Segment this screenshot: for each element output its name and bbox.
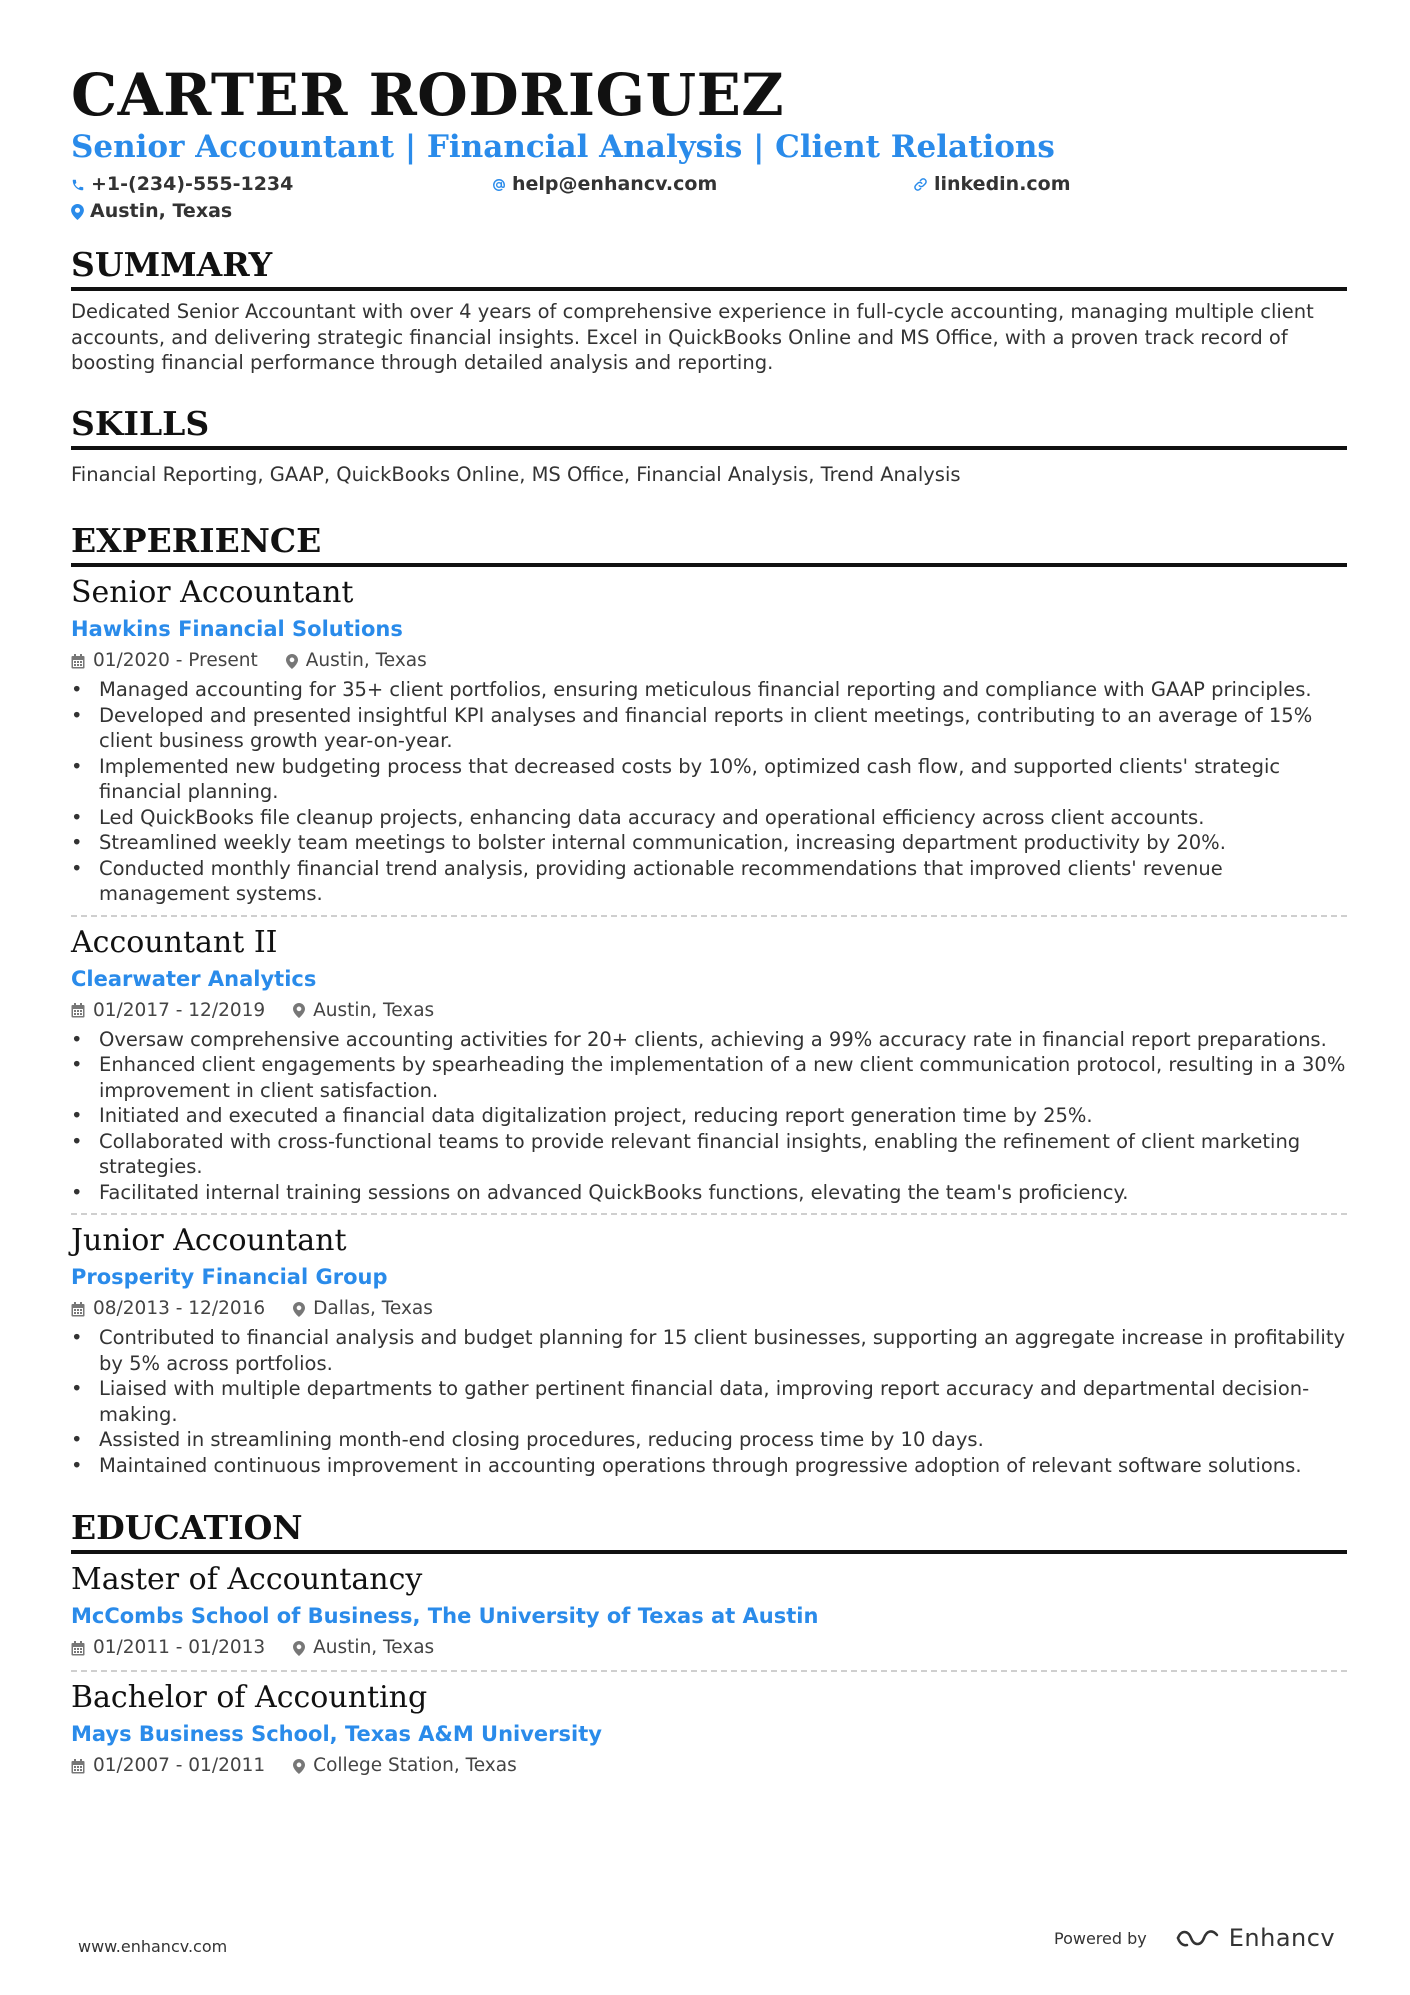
education-dates: 01/2007 - 01/2011 — [93, 1755, 266, 1776]
school: Mays Business School, Texas A&M University — [71, 1722, 602, 1746]
education-title: EDUCATION — [71, 1508, 1347, 1554]
job-location — [286, 647, 427, 675]
job-company: Clearwater Analytics — [71, 966, 317, 991]
candidate-name: CARTER RODRIGUEZ — [71, 61, 785, 129]
job-meta — [71, 647, 1347, 675]
degree: Master of Accountancy — [71, 1562, 423, 1597]
link-icon — [913, 177, 928, 192]
location-pin-icon — [293, 1003, 305, 1018]
job-role: Senior Accountant — [71, 575, 354, 610]
headline: Senior Accountant | Financial Analysis | Client Relations — [71, 129, 1055, 165]
email-text: help@enhancv.com — [512, 173, 718, 195]
enhancv-logo-icon — [1175, 1926, 1221, 1950]
job-role: Accountant II — [71, 924, 278, 960]
calendar-icon — [71, 1302, 85, 1317]
list-item: • Assisted in streamlining month-end closing procedures, reducing process time by 10 days. — [71, 1427, 1347, 1453]
job-dates: 01/2017 - 12/2019 — [93, 999, 266, 1021]
job-company: Prosperity Financial Group — [71, 1265, 388, 1289]
education-meta — [71, 1634, 1347, 1662]
contact-linkedin[interactable] — [913, 171, 1313, 198]
entry-divider — [71, 915, 1347, 917]
job-bullets — [71, 1027, 1347, 1206]
entry-divider — [71, 1213, 1347, 1215]
experience-title: EXPERIENCE — [71, 521, 1347, 567]
contact-phone[interactable] — [71, 171, 492, 198]
list-item: • Enhanced client engagements by spearheading the implementation of a new client communication protocol, resulting in a 30% improvement in client satisfaction. — [71, 1052, 1347, 1103]
powered-by-label: Powered by — [1054, 1928, 1147, 1948]
contact-location — [71, 198, 232, 225]
education-entry — [71, 1680, 1347, 1780]
job-location — [293, 1295, 433, 1323]
list-item: • Streamlined weekly team meetings to bolster internal communication, increasing department productivity by 20%. — [71, 830, 1347, 856]
skills-text: Financial Reporting, GAAP, QuickBooks Online, MS Office, Financial Analysis, Trend Analysis — [71, 462, 961, 486]
education-location — [293, 1752, 517, 1780]
list-item: • Contributed to financial analysis and budget planning for 15 client businesses, supporting an aggregate increase in profitability by 5% across portfolios. — [71, 1325, 1347, 1376]
degree: Bachelor of Accounting — [71, 1680, 428, 1715]
entry-divider — [71, 1670, 1347, 1672]
location-pin-icon — [71, 204, 84, 220]
footer-branding — [1054, 1924, 1335, 1952]
list-item: • Developed and presented insightful KPI analyses and financial reports in client meetings, contributing to an average of 15% client business growth year-on-year. — [71, 703, 1347, 754]
list-item: • Led QuickBooks file cleanup projects, enhancing data accuracy and operational efficiency across client accounts. — [71, 805, 1347, 831]
job-location-text: Dallas, Texas — [313, 1298, 433, 1319]
education-location-text: Austin, Texas — [313, 1637, 435, 1658]
education-location-text: College Station, Texas — [313, 1755, 517, 1776]
job-location — [293, 997, 434, 1025]
location-pin-icon — [286, 654, 298, 669]
contact-info — [71, 171, 1347, 225]
list-item: • Managed accounting for 35+ client portfolios, ensuring meticulous financial reporting and compliance with GAAP principles. — [71, 677, 1347, 703]
linkedin-text: linkedin.com — [934, 173, 1071, 195]
list-item: • Oversaw comprehensive accounting activities for 20+ clients, achieving a 99% accuracy rate in financial report preparations. — [71, 1027, 1347, 1053]
contact-email[interactable] — [492, 171, 913, 198]
summary-title: SUMMARY — [71, 245, 1347, 291]
school: McCombs School of Business, The University of Texas at Austin — [71, 1604, 819, 1628]
list-item: • Implemented new budgeting process that decreased costs by 10%, optimized cash flow, and supported clients' strategic financial planning. — [71, 754, 1347, 805]
list-item: • Maintained continuous improvement in accounting operations through progressive adoption of relevant software solutions. — [71, 1453, 1347, 1479]
calendar-icon — [71, 1003, 85, 1018]
job-bullets — [71, 677, 1347, 907]
job-entry — [71, 925, 1347, 1206]
phone-icon — [71, 178, 85, 192]
job-bullets — [71, 1325, 1347, 1478]
list-item: • Facilitated internal training sessions on advanced QuickBooks functions, elevating the team's proficiency. — [71, 1180, 1347, 1206]
job-location-text: Austin, Texas — [305, 650, 427, 671]
enhancv-brand[interactable]: Enhancv — [1228, 1924, 1336, 1952]
list-item: • Conducted monthly financial trend analysis, providing actionable recommendations that improved clients' revenue management systems. — [71, 856, 1347, 907]
calendar-icon — [71, 1759, 85, 1774]
experience-section — [71, 521, 1347, 1478]
education-entry — [71, 1562, 1347, 1662]
skills-title: SKILLS — [71, 404, 1347, 450]
job-company: Hawkins Financial Solutions — [71, 617, 403, 641]
list-item: • Collaborated with cross-functional teams to provide relevant financial insights, enabling the refinement of client marketing strategies. — [71, 1129, 1347, 1180]
education-section — [71, 1508, 1347, 1780]
education-location — [293, 1634, 434, 1662]
summary-text: Dedicated Senior Accountant with over 4 years of comprehensive experience in full-cycle accounting, managing multiple client accounts, and delivering strategic financial insights. Excel in QuickBooks Online and MS Office, with a proven track record of boosting financial performance through detailed analysis and reporting. — [71, 300, 1314, 374]
at-icon — [492, 178, 506, 192]
location-text: Austin, Texas — [90, 200, 233, 222]
job-location-text: Austin, Texas — [313, 999, 435, 1021]
job-meta — [71, 997, 1347, 1025]
phone-text: +1-(234)-555-1234 — [91, 173, 294, 195]
job-role: Junior Accountant — [71, 1223, 347, 1258]
resume-page — [71, 62, 1347, 1780]
location-pin-icon — [293, 1302, 305, 1317]
summary-section — [71, 245, 1347, 376]
job-entry — [71, 1223, 1347, 1478]
job-dates: 08/2013 - 12/2016 — [93, 1298, 266, 1319]
education-meta — [71, 1752, 1347, 1780]
list-item: • Liaised with multiple departments to gather pertinent financial data, improving report accuracy and departmental decision-making. — [71, 1376, 1347, 1427]
job-meta — [71, 1295, 1347, 1323]
footer-website[interactable]: www.enhancv.com — [78, 1937, 228, 1956]
location-pin-icon — [293, 1759, 305, 1774]
location-pin-icon — [293, 1641, 305, 1656]
education-dates: 01/2011 - 01/2013 — [93, 1637, 266, 1658]
calendar-icon — [71, 1641, 85, 1656]
job-dates: 01/2020 - Present — [93, 650, 258, 671]
list-item: • Initiated and executed a financial data digitalization project, reducing report generation time by 25%. — [71, 1103, 1347, 1129]
calendar-icon — [71, 654, 85, 669]
job-entry — [71, 575, 1347, 907]
skills-section — [71, 404, 1347, 488]
